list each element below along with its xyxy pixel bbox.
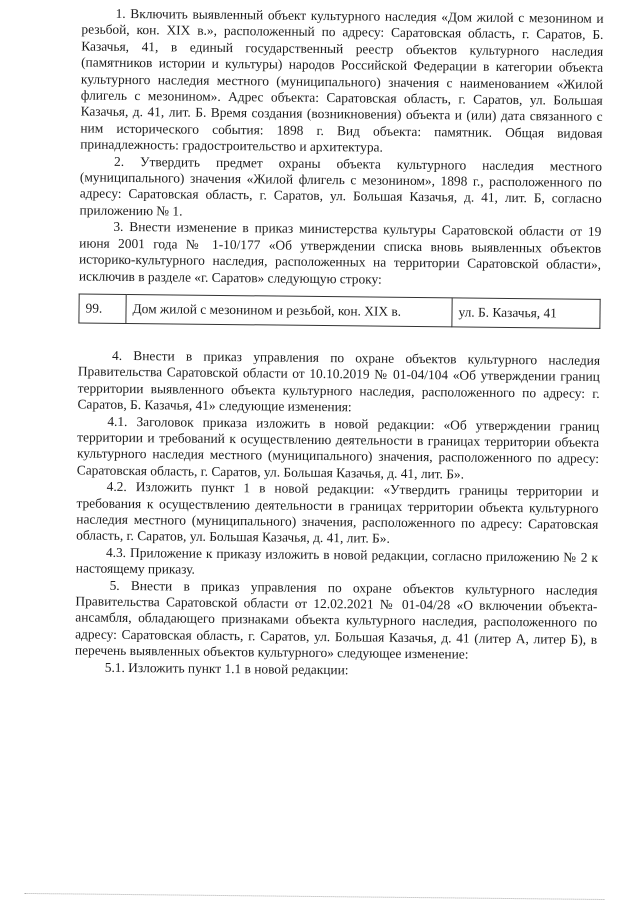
table-cell-number: 99. [79, 294, 126, 323]
excluded-row-table [78, 293, 600, 328]
table-cell-object-name: Дом жилой с мезонином и резьбой, кон. XIX в. [126, 294, 452, 326]
paragraph-5: 5. Внести в приказ управления по охране объектов культурного наследия Правительства Саратовской области от 12.02.2021 № 01-04/28 «О включении объекта-ансамбля, обладающего признаками объекта культурного наследия, расположенного по адресу: Саратовская область, г. Саратов, ул. Большая Казачья, д. 41 (литер А, литер Б), в перечень выявленных объектов культурного» следующее изменение: [74, 577, 598, 662]
paragraph-5-1: 5.1. Изложить пункт 1.1 в новой редакции: [104, 659, 349, 677]
table-row [79, 294, 600, 328]
paragraph-4-2: 4.2. Изложить пункт 1 в новой редакции: «Утвердить границы территории и требования к осуществлению деятельности в границах территории объекта культурного наследия местного (муниципального) значения, расположенного по адресу: Саратовская область, г. Саратов, ул. Большая Казачья, д. 41, лит. Б». [76, 478, 599, 547]
footer-divider [24, 893, 604, 900]
paragraph-3: 3. Внести изменение в приказ министерства культуры Саратовской области от 19 июня 2001 года № 1-10/177 «Об утверждении списка вновь выявленных объектов историко-культурного наследия, расположенных на территории Саратовской области», исключив в разделе «г. Саратов» следующую строку: [78, 219, 602, 287]
paragraph-1: 1. Включить выявленный объект культурного наследия «Дом жилой с мезонином и резьбой, кон. XIX в.», расположенный по адресу: Саратовская область, г. Саратов, Б. Казачья, 41, в единый государственный реестр объектов культурного наследия (памятников истории и культуры) народов Российской Федерации в категории объекта культурного наследия местного (муниципального) значения с наименованием «Жилой флигель с мезонином». Адрес объекта: Саратовская область, г. Саратов, ул. Большая Казачья, д. 41, лит. Б. Время создания (возникновения) объекта и (или) дата связанного с ним исторического события: 1898 г. Вид объекта: памятник. Общая видовая принадлежность: градостроительство и архитектура. [80, 5, 604, 155]
paragraph-4-1: 4.1. Заголовок приказа изложить в новой редакции: «Об утверждении границ территории и требований к осуществлению деятельности в границах территории объекта культурного наследия местного (муниципального) значения, расположенного по адресу: Саратовская область, г. Саратов, ул. Большая Казачья, д. 41, лит. Б». [76, 413, 600, 482]
paragraph-2: 2. Утвердить предмет охраны объекта культурного наследия местного (муниципального) значения «Жилой флигель с мезонином», 1898 г., расположенного по адресу: Саратовская область, г. Саратов, ул. Большая Казачья, д. 41, лит. Б, согласно приложению № 1. [79, 153, 603, 219]
paragraph-4: 4. Внести в приказ управления по охране объектов культурного наследия Правительства Саратовской области от 10.10.2019 № 01-04/104 «Об утверждении границ территории выявленного объекта культурного наследия, расположенного по адресу: г. Саратов, Б. Казачья, 41» следующие изменения: [77, 347, 601, 415]
paragraph-4-3: 4.3. Приложение к приказу изложить в новой редакции, согласно приложению № 2 к настоящему приказу. [75, 544, 599, 577]
table-cell-address: ул. Б. Казачья, 41 [452, 298, 600, 329]
